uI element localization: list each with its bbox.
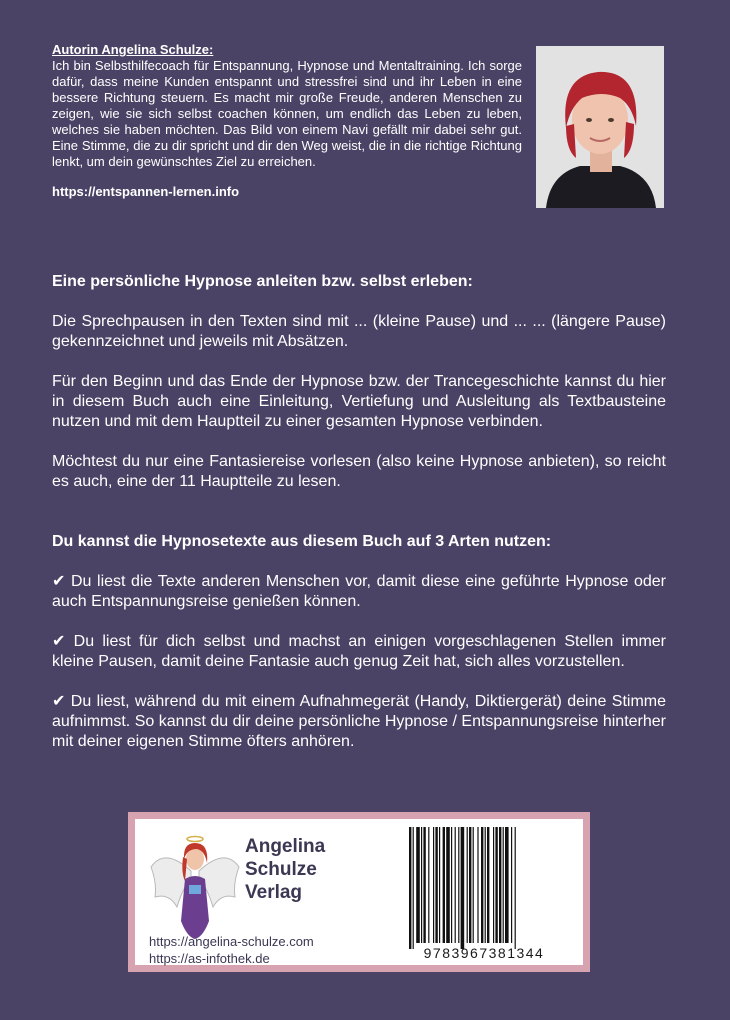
- author-block: [52, 42, 522, 199]
- usage-item-read-aloud: ✔ Du liest die Texte anderen Menschen vor, damit diese eine geführte Hypnose oder auch Entspannungsreise genießen können.: [52, 573, 666, 610]
- barcode-bar: [435, 827, 437, 943]
- barcode-bar: [503, 827, 504, 943]
- barcode-bar: [499, 827, 501, 943]
- publisher-name-line2: Schulze: [245, 859, 317, 880]
- barcode-bar: [413, 827, 414, 949]
- paragraph-pauses: Die Sprechpausen in den Texten sind mit ... (kleine Pause) und ... ... (längere Pause) gekennzeichnet und jeweils mit Absätzen.: [52, 313, 666, 350]
- barcode-bar: [416, 827, 420, 943]
- barcode-bar: [461, 827, 465, 949]
- author-bio: Ich bin Selbsthilfecoach für Entspannung, Hypnose und Mentaltraining. Ich sorge dafür, dass meine Kunden entspannt und stressfrei sind und ihr Leben in eine bessere Richtung steuern. Es macht mir große Freude, anderen Menschen zu zeigen, wie sie sich selbst coachen können, um endlich das Leben zu leben, welches sie haben möchten. Das Bild von einem Navi gefällt mir dabei sehr gut. Eine Stimme, die zu dir spricht und dir den Weg weist, die in die richtige Richtung lenkt, um dein gewünschtes Ziel zu erreichen.: [52, 58, 522, 169]
- barcode-bar: [469, 827, 471, 943]
- main-text: [52, 272, 666, 752]
- barcode-bar: [439, 827, 440, 943]
- publisher-name-line3: Verlag: [245, 882, 303, 903]
- barcode-bar: [458, 827, 459, 943]
- barcode-bar: [493, 827, 494, 943]
- author-website-link[interactable]: https://entspannen-lernen.info: [52, 184, 240, 199]
- barcode-bar: [423, 827, 425, 943]
- paragraph-fantasy-journey: Möchtest du nur eine Fantasiereise vorlesen (also keine Hypnose anbieten), so reicht es auch, eine der 11 Hauptteile zu lesen.: [52, 453, 666, 490]
- usage-item-record: ✔ Du liest, während du mit einem Aufnahmegerät (Handy, Diktiergerät) deine Stimme aufnimmst. So kannst du dir deine persönliche Hypnose / Entspannungsreise hinterher mit deiner eigenen Stimme öfters anhören.: [52, 693, 666, 750]
- barcode-bar: [433, 827, 434, 943]
- publisher-link-infothek[interactable]: https://as-infothek.de: [149, 951, 270, 966]
- barcode-bar: [451, 827, 452, 943]
- publisher-name: [245, 835, 325, 904]
- publisher-box: [128, 812, 590, 972]
- barcode-bar: [443, 827, 445, 943]
- paragraph-structure: Für den Beginn und das Ende der Hypnose bzw. der Trancegeschichte kannst du hier in diesem Buch auch eine Einleitung, Vertiefung und Ausleitung als Textbausteine nutzen und mit dem Hauptteil zu einer gesamten Hypnose verbinden.: [52, 373, 666, 430]
- author-portrait-image: [536, 46, 664, 208]
- publisher-links: [149, 933, 314, 967]
- section-heading-usage: Du kannst die Hypnosetexte aus diesem Buch auf 3 Arten nutzen:: [52, 533, 552, 550]
- isbn-number: 9783967381344: [423, 945, 545, 961]
- angel-logo-icon: [147, 827, 243, 945]
- barcode-bar: [481, 827, 483, 943]
- section-heading-hypnosis: Eine persönliche Hypnose anleiten bzw. selbst erleben:: [52, 273, 473, 290]
- barcode-bar: [409, 827, 411, 949]
- barcode-bar: [428, 827, 429, 943]
- barcode-bar: [421, 827, 422, 943]
- barcode-bar: [446, 827, 450, 943]
- usage-item-self: ✔ Du liest für dich selbst und machst an einigen vorgeschlagenen Stellen immer kleine Pausen, damit deine Fantasie auch genug Zeit hat, sich alles vorzustellen.: [52, 633, 666, 670]
- barcode-bar: [511, 827, 512, 943]
- barcode: [405, 827, 563, 959]
- barcode-bar: [487, 827, 489, 943]
- author-title: Autorin Angelina Schulze:: [52, 42, 214, 57]
- barcode-bar: [485, 827, 486, 943]
- barcode-bar: [505, 827, 509, 943]
- barcode-bar: [515, 827, 516, 949]
- publisher-name-line1: Angelina: [245, 836, 326, 857]
- barcode-bar: [495, 827, 497, 943]
- barcode-bar: [455, 827, 456, 943]
- barcode-bar: [467, 827, 468, 943]
- publisher-link-main[interactable]: https://angelina-schulze.com: [149, 934, 314, 949]
- publisher-inner: [135, 819, 583, 965]
- barcode-bar: [477, 827, 478, 943]
- barcode-bar: [473, 827, 474, 943]
- author-photo: [536, 46, 664, 208]
